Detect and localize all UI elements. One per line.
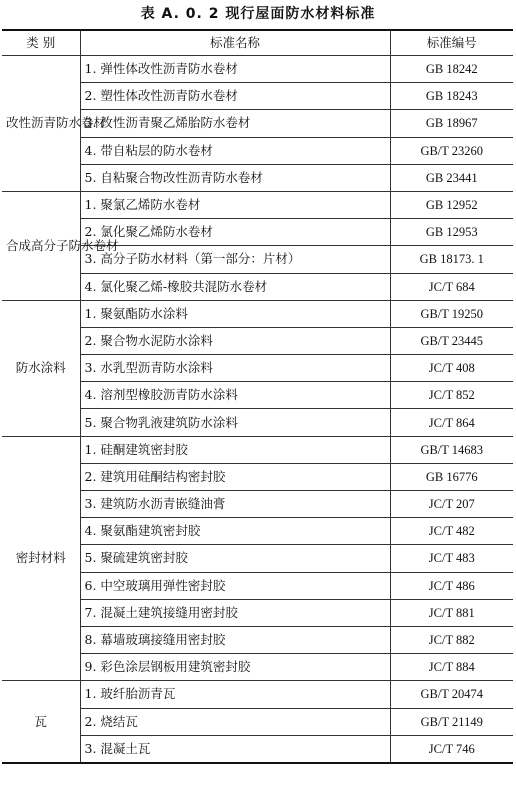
standard-name-cell: 7. 混凝土建筑接缝用密封胶 bbox=[80, 599, 390, 626]
standard-name-cell: 3. 改性沥青聚乙烯胎防水卷材 bbox=[80, 110, 390, 137]
standard-name-cell: 4. 氯化聚乙烯-橡胶共混防水卷材 bbox=[80, 273, 390, 300]
standard-name-cell: 6. 中空玻璃用弹性密封胶 bbox=[80, 572, 390, 599]
standard-name-cell: 4. 聚氨酯建筑密封胶 bbox=[80, 518, 390, 545]
standard-code-cell: GB/T 23260 bbox=[390, 137, 513, 164]
standards-table bbox=[2, 29, 513, 764]
standard-code-cell: JC/T 483 bbox=[390, 545, 513, 572]
standard-name-cell: 2. 聚合物水泥防水涂料 bbox=[80, 327, 390, 354]
header-standard-name: 标准名称 bbox=[80, 30, 390, 56]
category-cell: 瓦 bbox=[2, 681, 80, 763]
standard-code-cell: GB/T 19250 bbox=[390, 300, 513, 327]
standard-name-cell: 2. 建筑用硅酮结构密封胶 bbox=[80, 463, 390, 490]
standard-name-cell: 3. 水乳型沥青防水涂料 bbox=[80, 355, 390, 382]
standard-code-cell: JC/T 684 bbox=[390, 273, 513, 300]
standard-code-cell: GB 18173. 1 bbox=[390, 246, 513, 273]
standard-name-cell: 3. 建筑防水沥青嵌缝油膏 bbox=[80, 491, 390, 518]
standard-name-cell: 1. 弹性体改性沥青防水卷材 bbox=[80, 56, 390, 83]
standard-code-cell: GB/T 23445 bbox=[390, 327, 513, 354]
standard-name-cell: 3. 混凝土瓦 bbox=[80, 735, 390, 763]
standard-name-cell: 1. 玻纤胎沥青瓦 bbox=[80, 681, 390, 708]
standard-code-cell: JC/T 746 bbox=[390, 735, 513, 763]
standard-code-cell: GB 23441 bbox=[390, 164, 513, 191]
table-row bbox=[2, 681, 513, 708]
standard-code-cell: JC/T 864 bbox=[390, 409, 513, 436]
standard-name-cell: 5. 自粘聚合物改性沥青防水卷材 bbox=[80, 164, 390, 191]
standard-code-cell: GB 18967 bbox=[390, 110, 513, 137]
standard-name-cell: 3. 高分子防水材料（第一部分：片材） bbox=[80, 246, 390, 273]
header-standard-code: 标准编号 bbox=[390, 30, 513, 56]
standard-name-cell: 1. 硅酮建筑密封胶 bbox=[80, 436, 390, 463]
table-row bbox=[2, 436, 513, 463]
standard-code-cell: GB 18243 bbox=[390, 83, 513, 110]
standard-code-cell: GB/T 21149 bbox=[390, 708, 513, 735]
standard-name-cell: 5. 聚合物乳液建筑防水涂料 bbox=[80, 409, 390, 436]
table-row bbox=[2, 191, 513, 218]
category-cell: 防水涂料 bbox=[2, 300, 80, 436]
category-cell: 改性沥青防水卷材 bbox=[2, 56, 80, 192]
standard-code-cell: JC/T 482 bbox=[390, 518, 513, 545]
standard-code-cell: JC/T 882 bbox=[390, 626, 513, 653]
standard-name-cell: 5. 聚硫建筑密封胶 bbox=[80, 545, 390, 572]
table-title: 表 A. 0. 2 现行屋面防水材料标准 bbox=[140, 6, 376, 22]
standard-code-cell: JC/T 486 bbox=[390, 572, 513, 599]
standard-code-cell: GB/T 20474 bbox=[390, 681, 513, 708]
standard-code-cell: GB 12953 bbox=[390, 219, 513, 246]
standard-name-cell: 8. 幕墙玻璃接缝用密封胶 bbox=[80, 626, 390, 653]
standard-code-cell: JC/T 207 bbox=[390, 491, 513, 518]
standard-name-cell: 9. 彩色涂层钢板用建筑密封胶 bbox=[80, 654, 390, 681]
standard-code-cell: GB 18242 bbox=[390, 56, 513, 83]
standard-name-cell: 2. 氯化聚乙烯防水卷材 bbox=[80, 219, 390, 246]
standard-name-cell: 1. 聚氨酯防水涂料 bbox=[80, 300, 390, 327]
standard-name-cell: 4. 带自粘层的防水卷材 bbox=[80, 137, 390, 164]
standard-name-cell: 1. 聚氯乙烯防水卷材 bbox=[80, 191, 390, 218]
standard-code-cell: JC/T 881 bbox=[390, 599, 513, 626]
category-cell: 合成高分子防水卷材 bbox=[2, 191, 80, 300]
category-cell: 密封材料 bbox=[2, 436, 80, 681]
table-row bbox=[2, 300, 513, 327]
standard-name-cell: 2. 塑性体改性沥青防水卷材 bbox=[80, 83, 390, 110]
standard-code-cell: JC/T 408 bbox=[390, 355, 513, 382]
standard-code-cell: JC/T 852 bbox=[390, 382, 513, 409]
standard-code-cell: JC/T 884 bbox=[390, 654, 513, 681]
standard-code-cell: GB/T 14683 bbox=[390, 436, 513, 463]
header-category: 类 别 bbox=[2, 30, 80, 56]
table-row bbox=[2, 56, 513, 83]
standard-name-cell: 4. 溶剂型橡胶沥青防水涂料 bbox=[80, 382, 390, 409]
standard-code-cell: GB 16776 bbox=[390, 463, 513, 490]
standard-code-cell: GB 12952 bbox=[390, 191, 513, 218]
standard-name-cell: 2. 烧结瓦 bbox=[80, 708, 390, 735]
header-row bbox=[2, 30, 513, 56]
